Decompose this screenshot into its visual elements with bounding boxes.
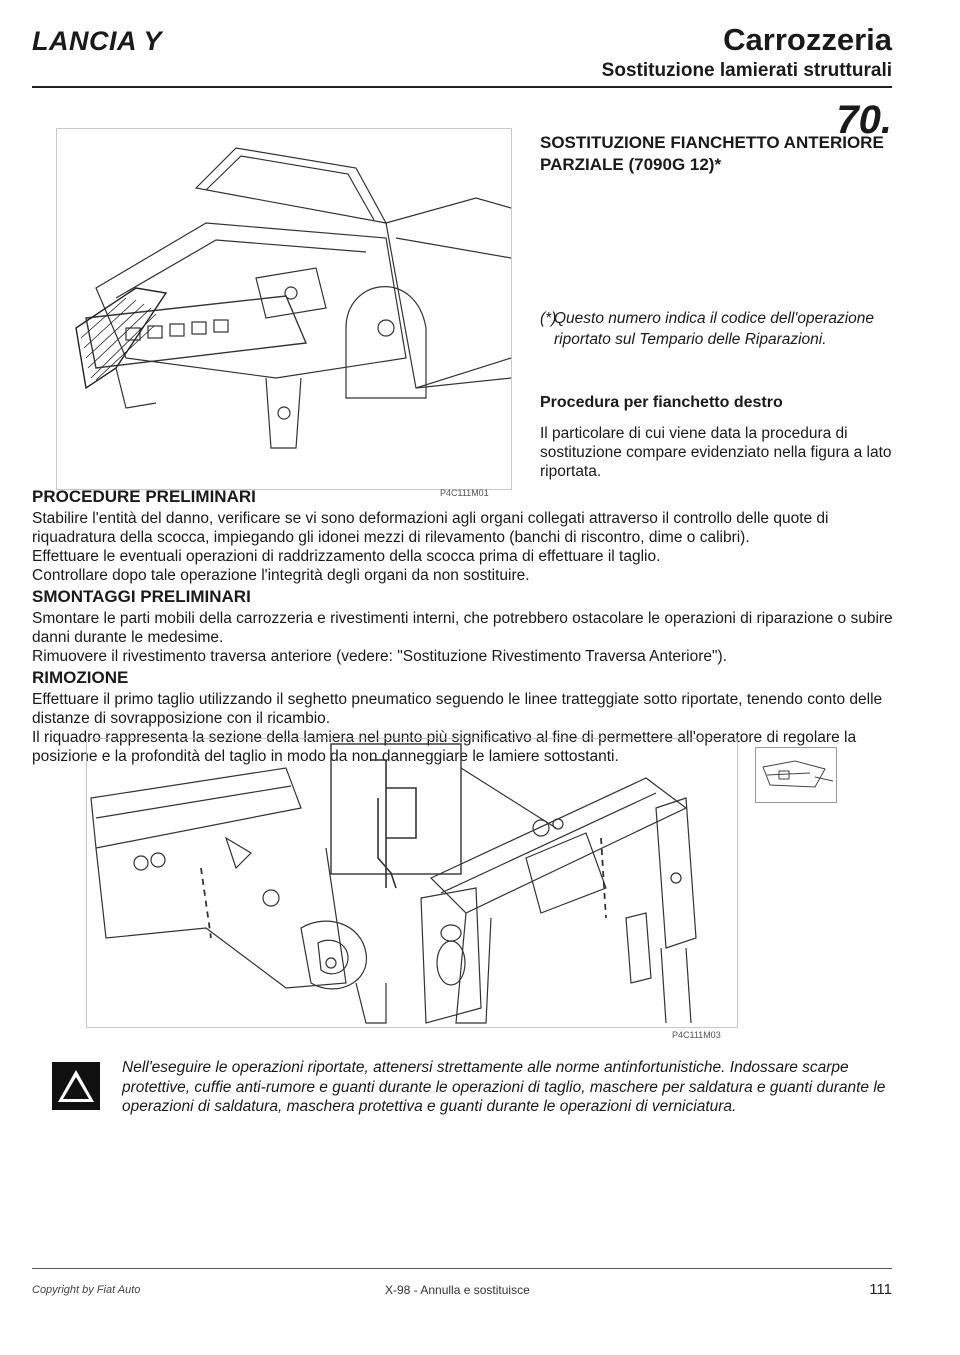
paragraph: Il riquadro rappresenta la sezione della lamiera nel punto più significativo al fine di permettere all'operatore di regolare la posizione e la profondità del taglio in modo da non danneggiare le lamiere sottostanti. [32,729,857,765]
figure-code: P4C111M01 [440,488,489,498]
heading-smontaggi-preliminari: SMONTAGGI PRELIMINARI [32,587,251,606]
section-title: Carrozzeria [723,22,892,57]
figure-code: P4C111M03 [672,1030,721,1040]
section-code: 70. [836,98,892,142]
paragraph: Rimuovere il rivestimento traversa anteriore (vedere: "Sostituzione Rivestimento Traversa Anteriore"). [32,648,728,665]
procedure-intro: Il particolare di cui viene data la procedura di sostituzione compare evidenziato nella figura a lato riportata. [540,425,892,480]
note-marker: (*) [540,310,557,327]
header-rule [32,86,892,88]
heading-rimozione: RIMOZIONE [32,668,129,687]
copyright: Copyright by Fiat Auto [32,1284,141,1296]
procedure-subtitle: Procedura per fianchetto destro [540,394,783,411]
safety-warning: Nell'eseguire le operazioni riportate, attenersi strettamente alle norme antinfortunistiche. Indossare scarpe protettive, cuffie anti-rumore e guanti durante le operazioni di taglio, maschere per saldatura e guanti durante le operazioni di saldatura, maschera protettiva e guanti durante le operazioni di verniciatura. [122,1059,886,1115]
paragraph: Stabilire l'entità del danno, verificare se vi sono deformazioni agli organi collegati attraverso il controllo delle quote di riquadratura della scocca, impiegando gli idonei mezzi di rilevamento (banchi di riscontro, dime o calibri). [32,510,829,546]
paragraph: Effettuare le eventuali operazioni di raddrizzamento della scocca prima di effettuare il taglio. [32,548,661,565]
page-number: 111 [869,1281,892,1298]
subsection-title: Sostituzione lamierati strutturali [601,60,892,81]
warning-icon [52,1062,100,1110]
operation-note [540,308,894,350]
procedure-body [32,485,894,766]
locator-thumbnail [755,747,837,803]
paragraph: Smontare le parti mobili della carrozzeria e rivestimenti interni, che potrebbero ostacolare le operazioni di riparazione o subire danni durante le medesime. [32,610,893,646]
paragraph: Effettuare il primo taglio utilizzando il seghetto pneumatico seguendo le linee tratteggiate sotto riportate, tenendo conto delle distanze di sovrapposizione con il ricambio. [32,691,883,727]
revision-note: X-98 - Annulla e sostituisce [385,1283,530,1297]
paragraph: Controllare dopo tale operazione l'integrità degli organi da non sostituire. [32,567,530,584]
footer-rule [32,1268,892,1269]
front-structure-figure [56,128,512,490]
note-text: Questo numero indica il codice dell'operazione riportato sul Tempario delle Riparazioni. [554,310,875,348]
cut-lines-figure [86,738,738,1028]
operation-title: SOSTITUZIONE FIANCHETTO ANTERIORE PARZIALE (7090G 12)* [540,133,884,174]
heading-procedure-preliminari: PROCEDURE PRELIMINARI [32,487,256,506]
brand-title: LANCIA Y [32,26,163,56]
